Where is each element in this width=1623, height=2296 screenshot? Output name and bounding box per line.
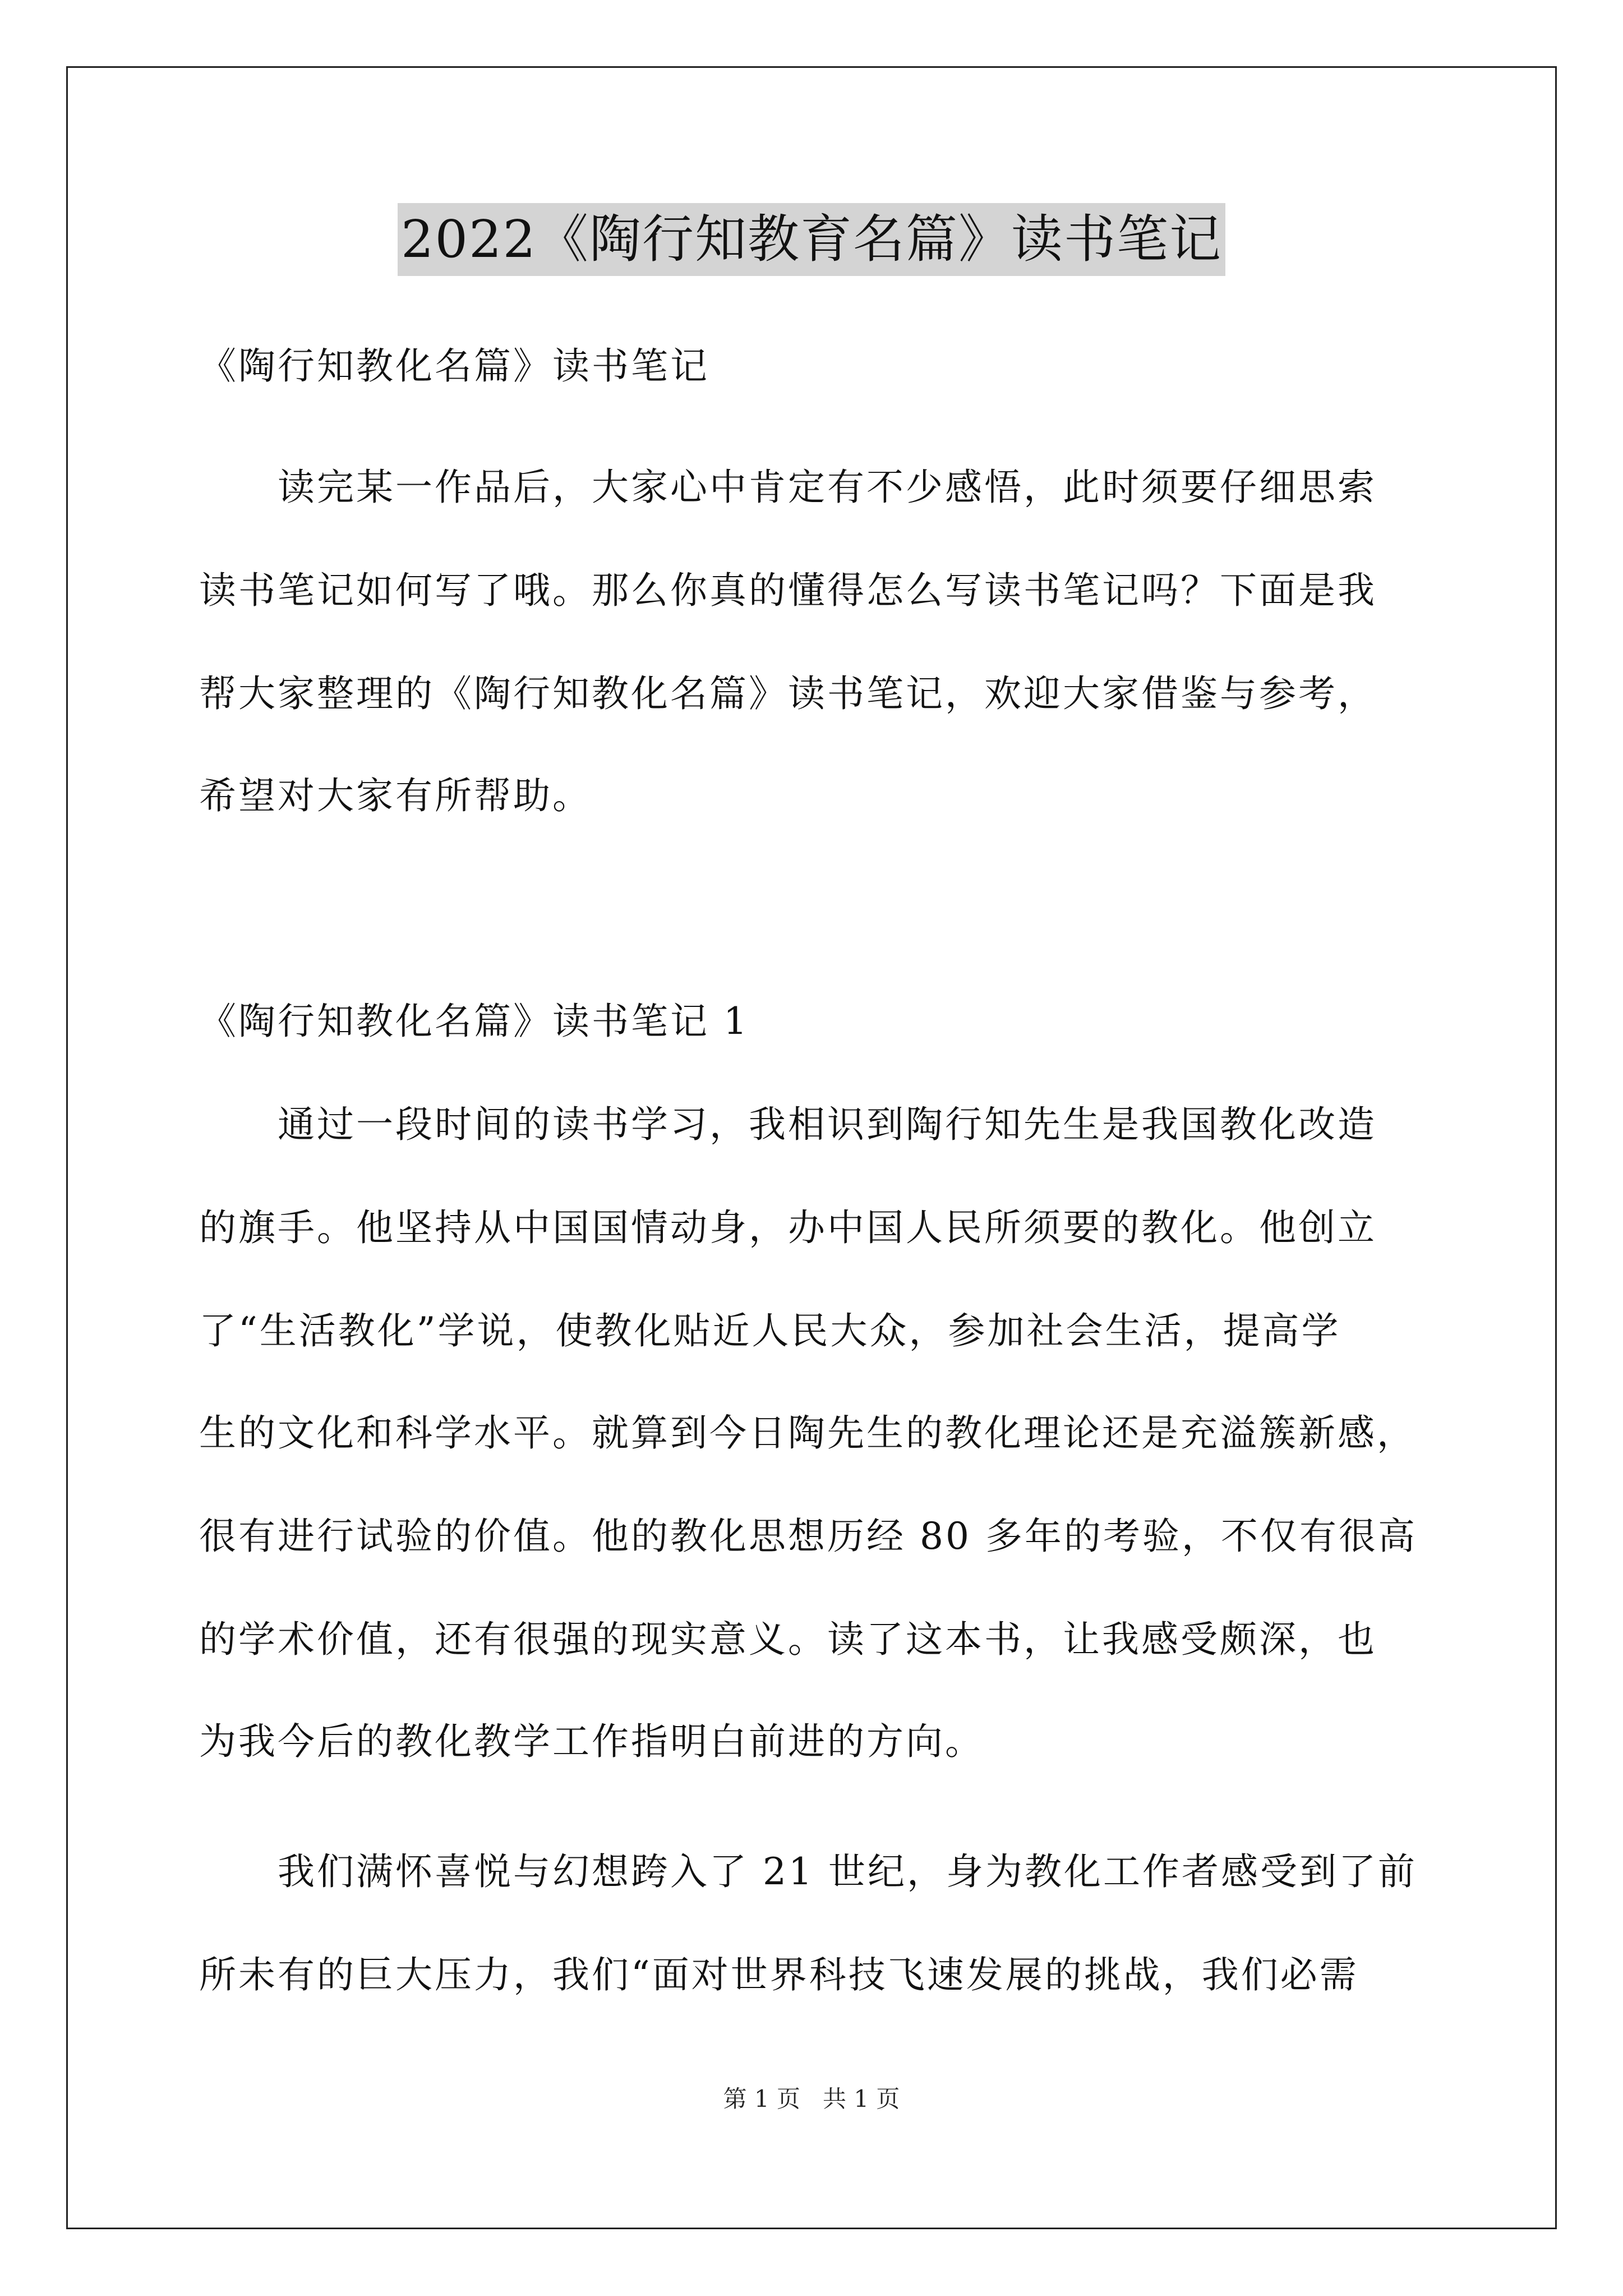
intro-line: 读书笔记如何写了哦。那么你真的懂得怎么写读书笔记吗？下面是我 — [199, 569, 1377, 612]
paragraph-line: 我们满怀喜悦与幻想跨入了 21 世纪，身为教化工作者感受到了前 — [278, 1850, 1417, 1893]
paragraph-line: 很有进行试验的价值。他的教化思想历经 80 多年的考验，不仅有很高 — [199, 1515, 1417, 1558]
intro-line: 帮大家整理的《陶行知教化名篇》读书笔记，欢迎大家借鉴与参考， — [199, 672, 1377, 715]
paragraph-line: 为我今后的教化教学工作指明白前进的方向。 — [199, 1720, 984, 1763]
paragraph-line: 的旗手。他坚持从中国国情动身，办中国人民所须要的教化。他创立 — [199, 1206, 1377, 1249]
document-title — [0, 203, 1623, 276]
page-number: 第 1 页 — [723, 2085, 800, 2113]
subtitle: 《陶行知教化名篇》读书笔记 — [199, 344, 709, 388]
page-footer — [0, 2082, 1623, 2116]
paragraph-line: 生的文化和科学水平。就算到今日陶先生的教化理论还是充溢簇新感， — [199, 1411, 1416, 1455]
document-title-text: 2022《陶行知教育名篇》读书笔记 — [398, 203, 1225, 276]
section-heading: 《陶行知教化名篇》读书笔记 1 — [199, 1000, 749, 1043]
intro-line: 读完某一作品后，大家心中肯定有不少感悟，此时须要仔细思索 — [278, 466, 1377, 509]
paragraph-line: 的学术价值，还有很强的现实意义。读了这本书，让我感受颇深，也 — [199, 1618, 1377, 1661]
paragraph-line: 了“生活教化”学说，使教化贴近人民大众，参加社会生活，提高学 — [199, 1309, 1341, 1352]
paragraph-line: 通过一段时间的读书学习，我相识到陶行知先生是我国教化改造 — [278, 1103, 1377, 1146]
page-total: 共 1 页 — [823, 2085, 900, 2113]
paragraph-line: 所未有的巨大压力，我们“面对世界科技飞速发展的挑战，我们必需 — [199, 1953, 1359, 1996]
intro-line: 希望对大家有所帮助。 — [199, 774, 592, 817]
